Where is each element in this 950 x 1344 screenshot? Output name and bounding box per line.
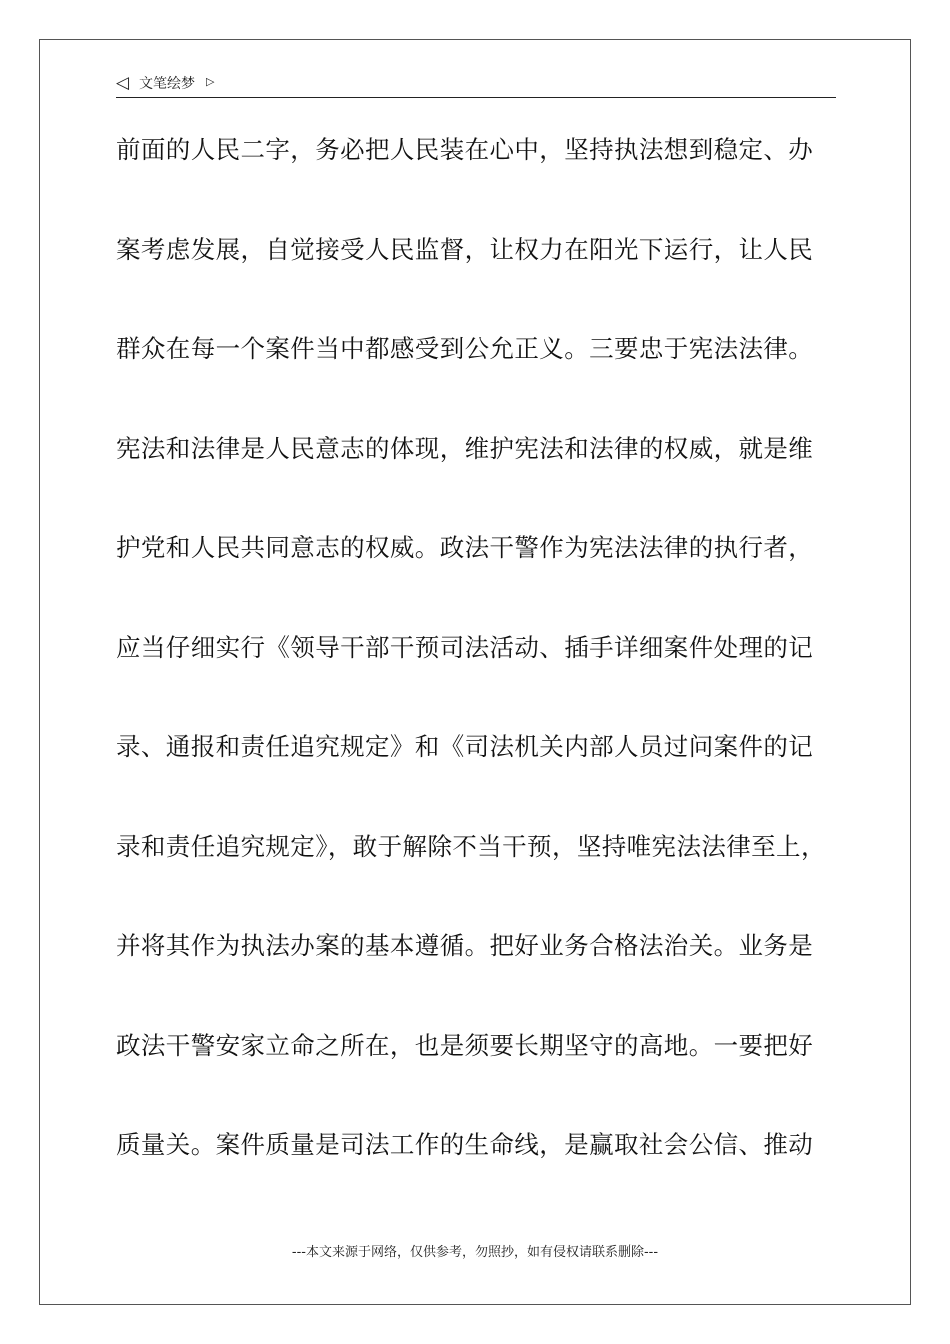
text-line: 并将其作为执法办案的基本遵循。把好业务合格法治关。业务是 [116,931,814,960]
page-header [116,72,836,98]
text-line: 录和责任追究规定》，敢于解除不当干预，坚持唯宪法法律至上， [116,831,826,861]
text-line: 护党和人民共同意志的权威。政法干警作为宪法法律的执行者， [116,533,814,562]
text-line: 应当仔细实行《领导干部干预司法活动、插手详细案件处理的记 [116,632,814,662]
text-line: 质量关。案件质量是司法工作的生命线，是赢取社会公信、推动 [116,1130,814,1159]
document-body [116,122,876,1217]
footer-disclaimer: ---本文来源于网络，仅供参考，勿照抄，如有侵权请联系删除--- [291,1245,659,1260]
text-line: 录、通报和责任追究规定》和《司法机关内部人员过问案件的记 [116,732,814,761]
text-line: 宪法和法律是人民意志的体现，维护宪法和法律的权威，就是维 [116,433,814,463]
triangle-left-icon: ◁ [116,73,130,93]
text-line: 案考虑发展，自觉接受人民监督，让权力在阳光下运行，让人民 [116,234,814,264]
text-line: 政法干警安家立命之所在，也是须要长期坚守的高地。一要把好 [116,1030,814,1060]
text-line: 群众在每一个案件当中都感受到公允正义。三要忠于宪法法律。 [116,334,814,363]
header-title: 文笔绘梦 [139,76,195,92]
triangle-right-icon: ▷ [206,75,215,88]
text-line: 前面的人民二字，务必把人民装在心中，坚持执法想到稳定、办 [116,135,814,164]
